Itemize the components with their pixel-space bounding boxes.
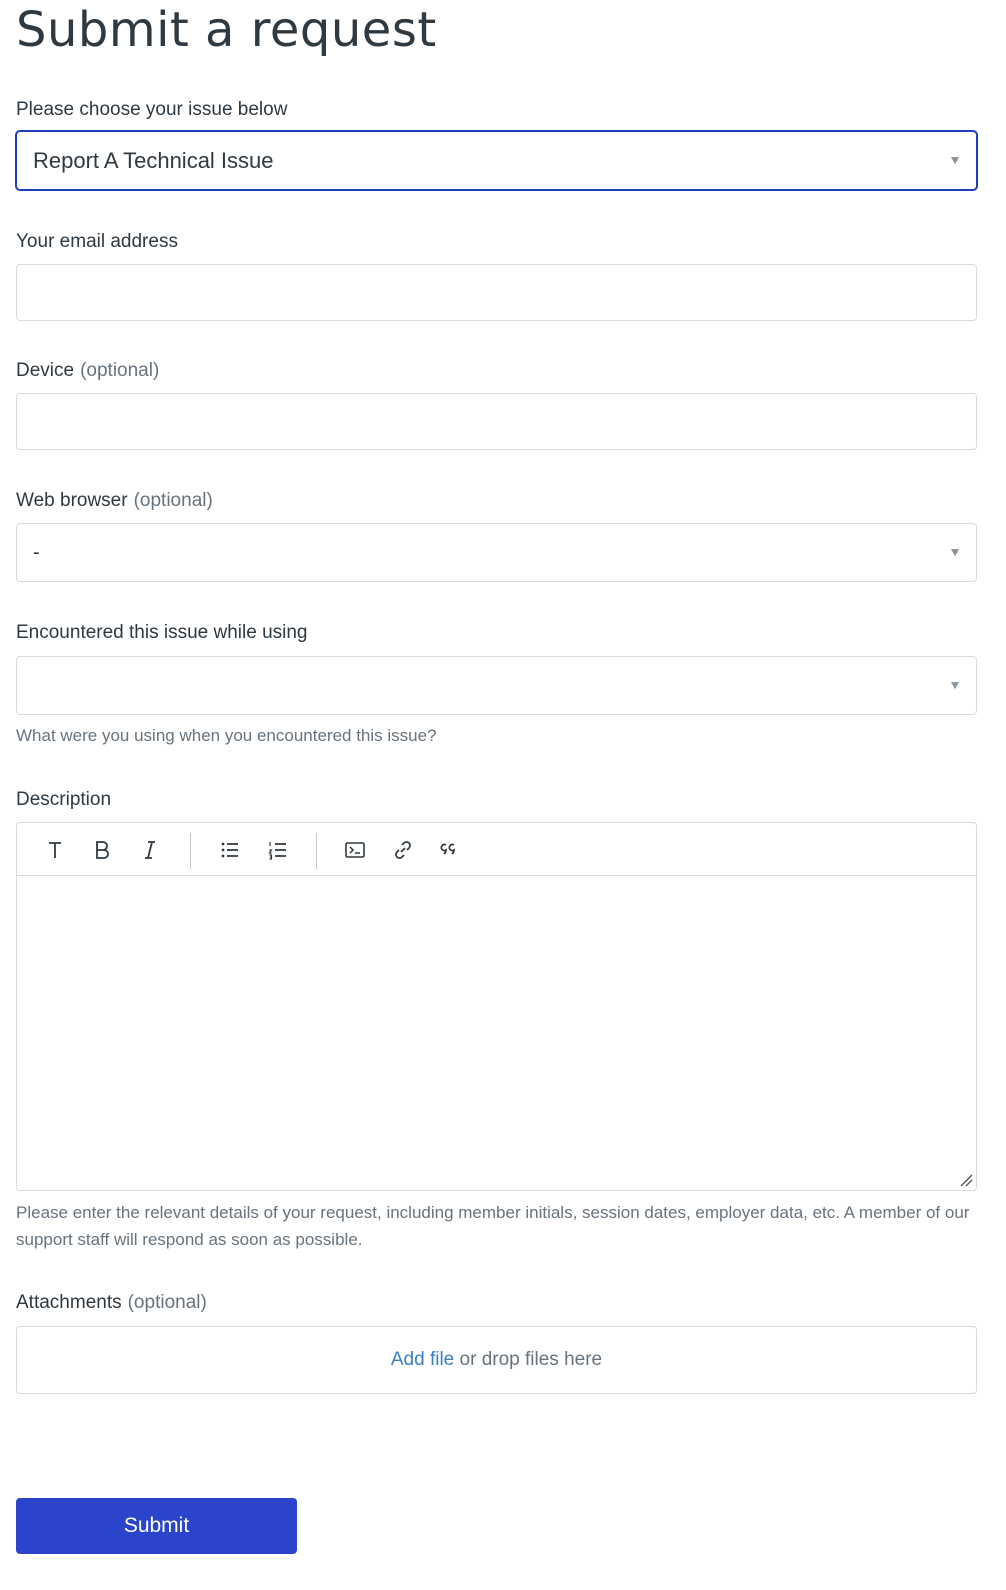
issue-select[interactable]	[16, 131, 977, 190]
browser-label-text: Web browser	[16, 490, 128, 511]
device-optional-tag: (optional)	[80, 360, 160, 381]
attachments-optional-tag: (optional)	[127, 1292, 207, 1313]
encountered-hint: What were you using when you encountered this issue?	[16, 726, 437, 745]
issue-label: Please choose your issue below	[16, 99, 288, 120]
device-label	[16, 360, 159, 382]
text-format-icon[interactable]	[42, 837, 68, 863]
numbered-list-icon[interactable]	[265, 837, 291, 863]
email-label: Your email address	[16, 231, 178, 252]
browser-label	[16, 490, 213, 512]
quote-icon[interactable]	[438, 837, 464, 863]
toolbar-divider	[190, 833, 191, 869]
editor-toolbar	[17, 823, 976, 876]
chevron-down-icon	[951, 682, 959, 689]
device-field[interactable]	[16, 393, 977, 450]
bullet-list-icon[interactable]	[217, 837, 243, 863]
attachments-label-text: Attachments	[16, 1292, 122, 1313]
description-hint: Please enter the relevant details of your request, including member initials, session dates, employer data, etc. A member of our support staff will respond as soon as possible.	[16, 1203, 970, 1249]
attachments-dropzone[interactable]	[16, 1326, 977, 1394]
description-label: Description	[16, 789, 112, 810]
browser-select[interactable]	[16, 523, 977, 582]
email-field[interactable]	[16, 264, 977, 321]
browser-optional-tag: (optional)	[133, 490, 213, 511]
toolbar-divider	[316, 833, 317, 869]
link-icon[interactable]	[390, 837, 416, 863]
encountered-label: Encountered this issue while using	[16, 622, 308, 643]
page-title: Submit a request	[16, 2, 437, 58]
description-editor	[16, 822, 977, 1191]
description-textarea[interactable]	[17, 877, 976, 1190]
attachments-label	[16, 1292, 207, 1314]
chevron-down-icon	[951, 549, 959, 556]
bold-icon[interactable]	[89, 837, 115, 863]
italic-icon[interactable]	[137, 837, 163, 863]
chevron-down-icon	[951, 157, 959, 164]
submit-button[interactable]: Submit	[16, 1498, 297, 1554]
issue-select-value: Report A Technical Issue	[33, 147, 274, 173]
code-block-icon[interactable]	[342, 837, 368, 863]
browser-select-value: -	[33, 541, 40, 563]
resize-handle-icon[interactable]	[959, 1173, 973, 1187]
device-label-text: Device	[16, 360, 75, 381]
encountered-select[interactable]	[16, 656, 977, 715]
drop-files-text: or drop files here	[454, 1349, 603, 1370]
add-file-link[interactable]: Add file	[390, 1349, 455, 1370]
